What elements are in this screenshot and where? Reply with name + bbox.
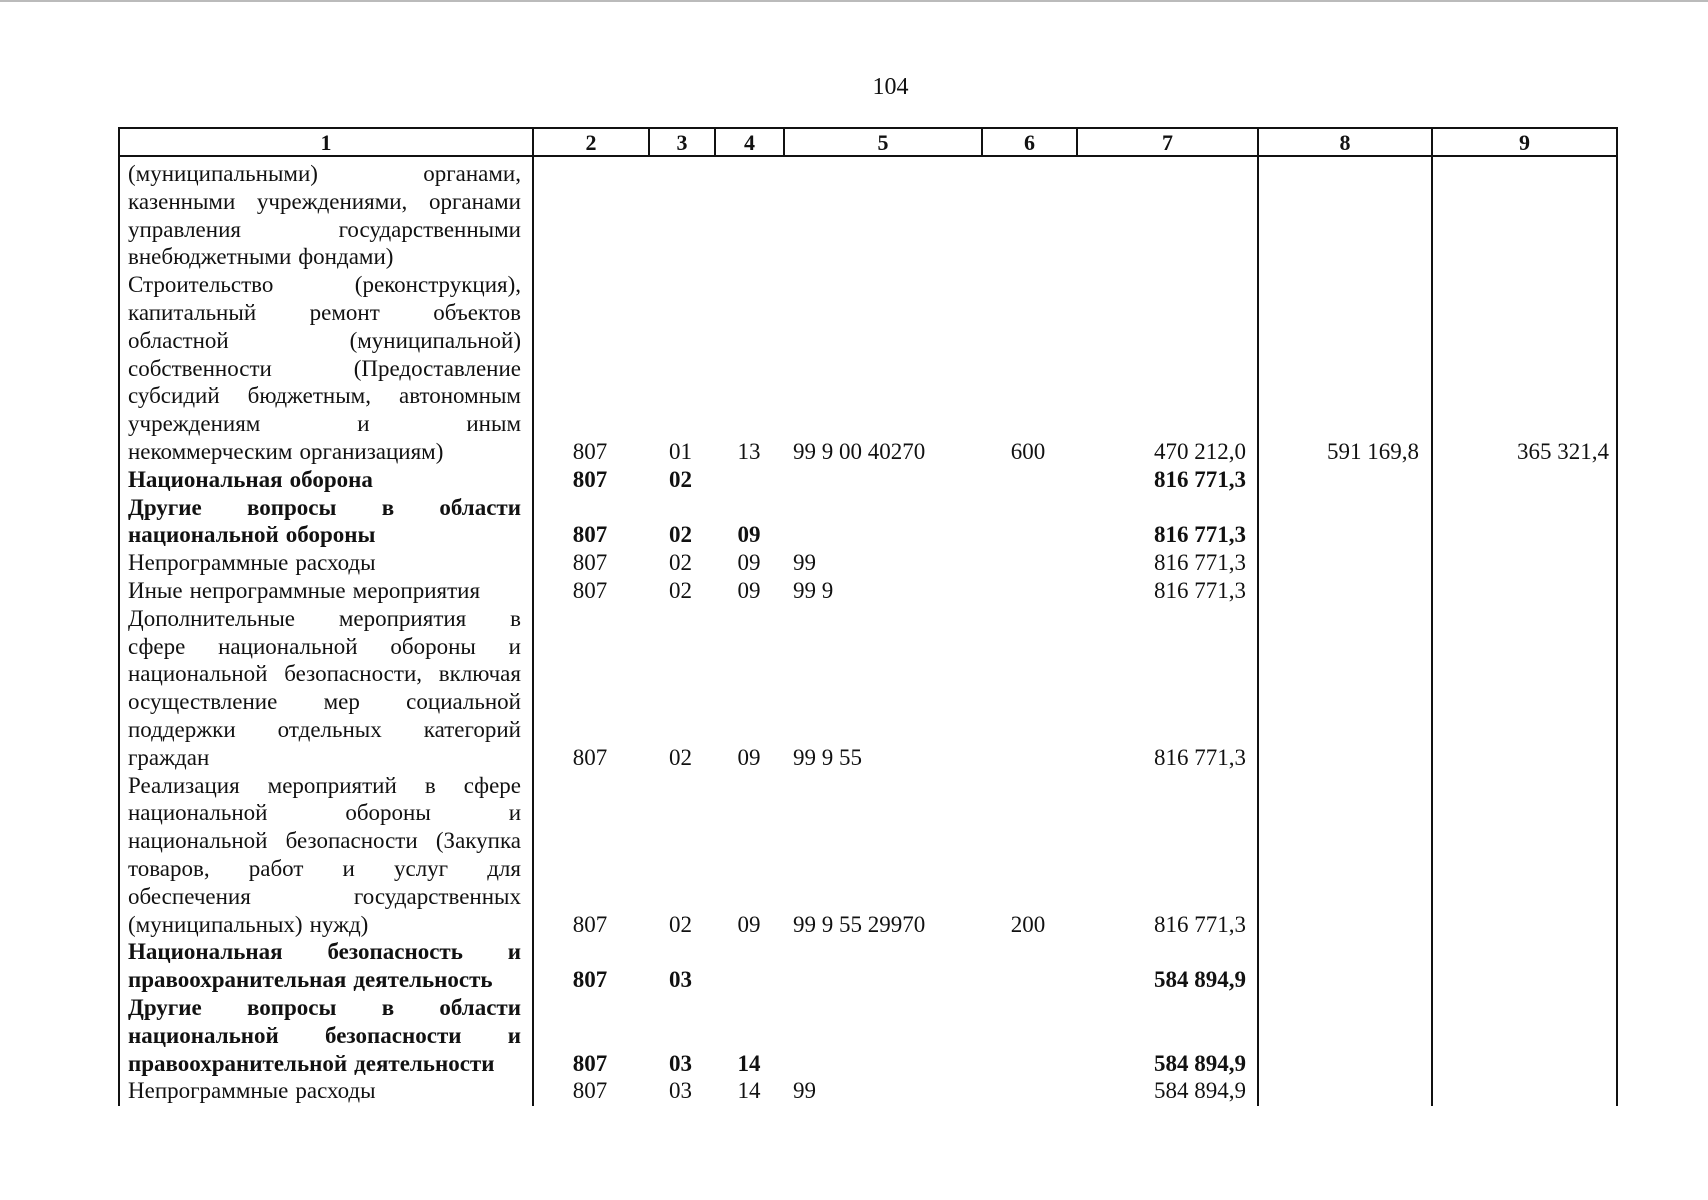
- row-description-line: Строительство (реконструкция),: [128, 272, 521, 298]
- row-description-line: казенными учреждениями, органами: [128, 188, 521, 214]
- cell-col-2: 807: [572, 550, 608, 576]
- cell-col-2: 807: [572, 466, 608, 492]
- row-description-line: Другие вопросы в области: [128, 995, 521, 1020]
- cell-col-4: 09: [737, 911, 761, 937]
- column-divider: [1431, 127, 1433, 1106]
- cell-col-4: 14: [737, 1050, 761, 1076]
- cell-col-7: 816 771,3: [1154, 911, 1246, 937]
- row-description-line: Непрограммные расходы: [128, 550, 376, 576]
- cell-col-3: 03: [669, 1078, 692, 1104]
- cell-col-7: 470 212,0: [1154, 439, 1246, 464]
- cell-col-5: 99 9 55: [793, 744, 862, 770]
- cell-col-3: 02: [669, 911, 692, 937]
- cell-col-3: 02: [669, 522, 692, 548]
- cell-col-5: 99: [793, 550, 816, 576]
- row-description-line: национальной безопасности (Закупка: [128, 828, 521, 854]
- cell-col-6: 200: [1010, 911, 1046, 937]
- cell-col-7: 584 894,9: [1154, 967, 1246, 993]
- cell-col-2: 807: [572, 967, 608, 993]
- cell-col-5: 99: [793, 1078, 816, 1104]
- cell-col-3: 02: [669, 744, 692, 770]
- cell-col-3: 03: [669, 967, 692, 993]
- cell-col-4: 13: [737, 439, 761, 464]
- row-description-line: управления государственными: [128, 216, 521, 242]
- column-header: 3: [676, 130, 688, 155]
- cell-col-2: 807: [572, 578, 608, 603]
- cell-col-6: 600: [1010, 439, 1046, 464]
- cell-col-9: 365 321,4: [1517, 439, 1609, 464]
- column-header: 4: [744, 130, 755, 155]
- cell-col-2: 807: [572, 911, 608, 937]
- row-description-line: внебюджетными фондами): [128, 244, 394, 270]
- cell-col-5: 99 9 55 29970: [793, 911, 926, 937]
- cell-col-4: 14: [737, 1078, 761, 1104]
- row-description-line: Реализация мероприятий в сфере: [128, 772, 521, 798]
- row-description-line: областной (муниципальной): [128, 327, 521, 353]
- row-description-line: (муниципальными) органами,: [128, 161, 521, 186]
- row-description-line: Иные непрограммные мероприятия: [128, 578, 481, 603]
- cell-col-3: 02: [669, 550, 692, 576]
- row-description-line: товаров, работ и услуг для: [128, 856, 521, 881]
- cell-col-7: 584 894,9: [1154, 1078, 1246, 1104]
- row-description-line: Национальная безопасность и: [128, 939, 521, 965]
- row-description-line: Другие вопросы в области: [128, 494, 521, 520]
- row-description-line: (муниципальных) нужд): [128, 911, 369, 937]
- cell-col-4: 09: [737, 744, 761, 770]
- cell-col-5: 99 9 00 40270: [793, 439, 926, 464]
- cell-col-7: 816 771,3: [1154, 578, 1246, 603]
- column-header: 5: [877, 130, 889, 155]
- cell-col-7: 584 894,9: [1154, 1050, 1246, 1076]
- row-description-line: капитальный ремонт объектов: [128, 300, 521, 325]
- cell-col-2: 807: [572, 439, 608, 464]
- cell-col-7: 816 771,3: [1154, 522, 1246, 548]
- row-description-line: учреждениям и иным: [128, 411, 521, 437]
- row-description-line: граждан: [128, 744, 210, 770]
- cell-col-4: 09: [737, 522, 761, 548]
- cell-col-4: 09: [737, 550, 761, 576]
- row-description-line: обеспечения государственных: [128, 883, 521, 909]
- cell-col-2: 807: [572, 744, 608, 770]
- cell-col-4: 09: [737, 578, 761, 603]
- row-description-line: собственности (Предоставление: [128, 355, 521, 381]
- row-description-line: национальной обороны и: [128, 800, 521, 826]
- top-rule: [0, 0, 1708, 2]
- row-description-line: правоохранительной деятельности: [128, 1050, 495, 1076]
- cell-col-7: 816 771,3: [1154, 550, 1246, 576]
- column-divider: [1257, 127, 1259, 1106]
- row-description-line: Непрограммные расходы: [128, 1078, 376, 1104]
- cell-col-2: 807: [572, 1050, 608, 1076]
- column-header: 1: [320, 130, 332, 155]
- column-header: 7: [1162, 130, 1173, 155]
- row-description-line: субсидий бюджетным, автономным: [128, 383, 521, 409]
- column-header: 2: [585, 130, 597, 155]
- row-description-line: национальной безопасности и: [128, 1022, 521, 1048]
- cell-col-3: 03: [669, 1050, 692, 1076]
- row-description-line: поддержки отдельных категорий: [128, 717, 521, 742]
- column-divider: [532, 127, 534, 1106]
- cell-col-3: 02: [669, 466, 692, 492]
- row-description-line: Национальная оборона: [128, 466, 373, 492]
- cell-col-7: 816 771,3: [1154, 466, 1246, 492]
- cell-col-2: 807: [572, 1078, 608, 1104]
- cell-col-2: 807: [572, 522, 608, 548]
- cell-col-5: 99 9: [793, 578, 834, 603]
- cell-col-3: 02: [669, 578, 692, 603]
- row-description-line: осуществление мер социальной: [128, 689, 521, 715]
- row-description-line: сфере национальной обороны и: [128, 633, 521, 659]
- column-header: 9: [1519, 130, 1530, 155]
- column-header: 6: [1024, 130, 1035, 155]
- column-header: 8: [1339, 130, 1351, 155]
- row-description-line: некоммерческим организациям): [128, 439, 444, 464]
- cell-col-8: 591 169,8: [1327, 439, 1419, 464]
- row-description-line: правоохранительная деятельность: [128, 967, 493, 993]
- row-description-line: национальной обороны: [128, 522, 376, 548]
- cell-col-3: 01: [669, 439, 692, 464]
- row-description-line: национальной безопасности, включая: [128, 661, 521, 687]
- row-description-line: Дополнительные мероприятия в: [128, 605, 521, 631]
- page-number: 104: [872, 74, 909, 100]
- cell-col-7: 816 771,3: [1154, 744, 1246, 770]
